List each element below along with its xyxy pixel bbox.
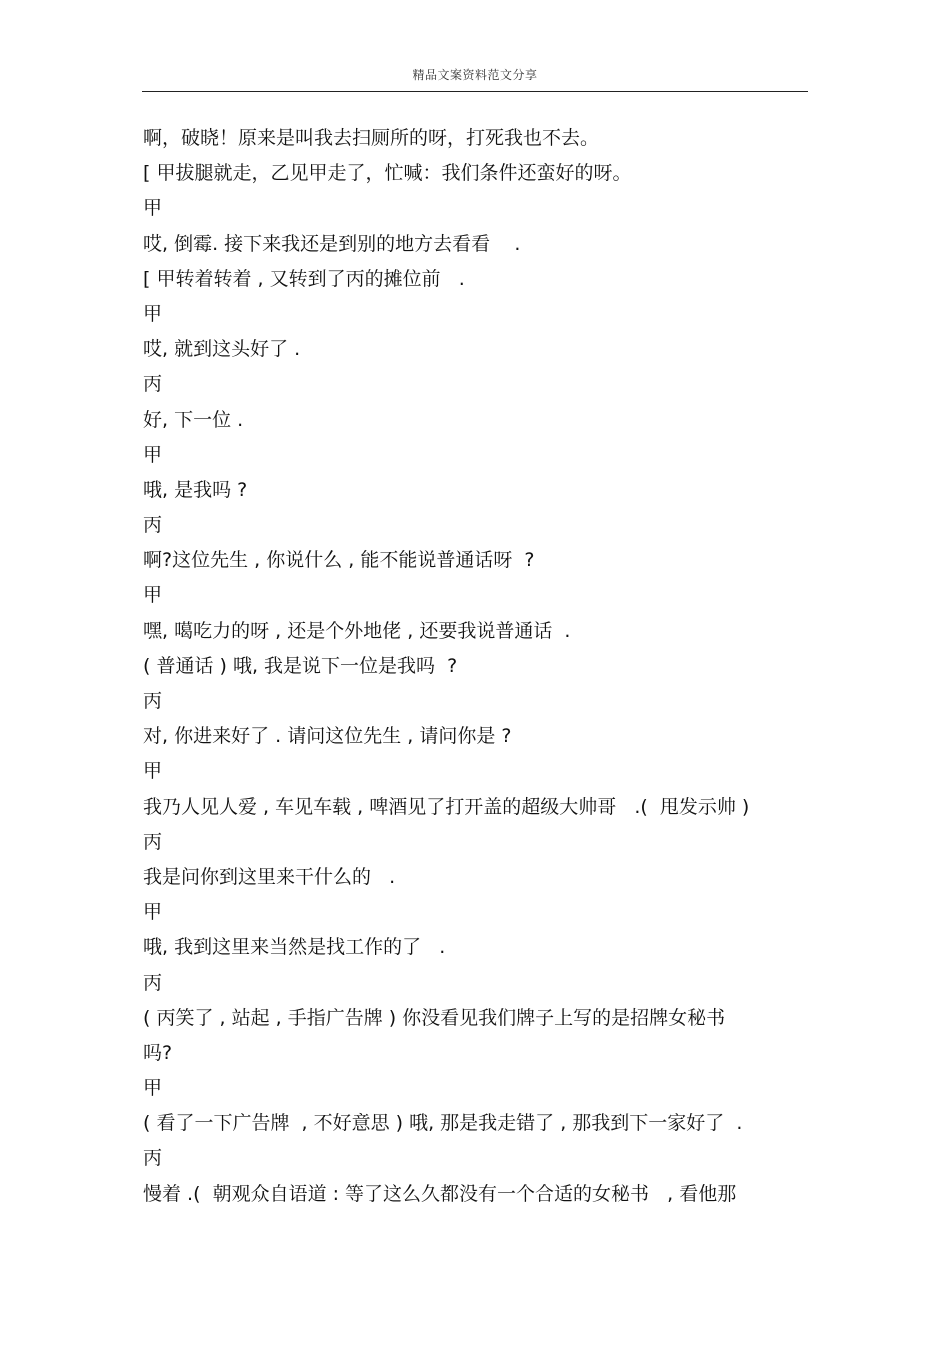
dialogue-line: 吗? (143, 1041, 173, 1064)
dialogue-line: ( 看了一下广告牌 , 不好意思 ) 哦, 那是我走错了 , 那我到下一家好了 . (143, 1112, 743, 1135)
dialogue-line: 我是问你到这里来干什么的 . (143, 865, 396, 888)
speaker-name: 丙 (143, 971, 163, 994)
page-header: 精品文案资料范文分享 (412, 68, 538, 82)
speaker-name: 丙 (143, 514, 163, 537)
stage-direction-line: [ 甲拔腿就走，乙见甲走了，忙喊：我们条件还蛮好的呀。 (143, 162, 632, 185)
dialogue-line: 哦, 是我吗 ? (143, 478, 248, 501)
speaker-name: 丙 (143, 1147, 163, 1170)
dialogue-line: 啊?这位先生 , 你说什么 , 能不能说普通话呀 ? (143, 549, 535, 572)
speaker-name: 甲 (143, 197, 163, 220)
text-line: 啊，破晓！原来是叫我去扫厕所的呀，打死我也不去。 (143, 127, 600, 149)
speaker-name: 甲 (143, 760, 163, 783)
dialogue-line: 哎, 就到这头好了 . (143, 338, 301, 361)
dialogue-line: ( 丙笑了 , 站起 , 手指广告牌 ) 你没看见我们牌子上写的是招牌女秘书 (143, 1006, 726, 1029)
speaker-name: 甲 (143, 302, 163, 325)
header-divider (142, 91, 808, 92)
speaker-name: 甲 (143, 584, 163, 607)
dialogue-line: 我乃人见人爱 , 车见车载 , 啤酒见了打开盖的超级大帅哥 .( 甩发示帅 ) (143, 795, 750, 818)
dialogue-line: 哎, 倒霉. 接下来我还是到别的地方去看看 . (143, 232, 521, 255)
dialogue-line: ( 普通话 ) 哦, 我是说下一位是我吗 ? (143, 654, 458, 677)
dialogue-line: 嘿, 噶吃力的呀 , 还是个外地佬 , 还要我说普通话 . (143, 619, 571, 642)
stage-direction-line: [ 甲转着转着 , 又转到了丙的摊位前 . (143, 267, 465, 290)
dialogue-line: 对, 你进来好了 . 请问这位先生 , 请问你是 ? (143, 725, 512, 748)
speaker-name: 丙 (143, 830, 163, 853)
speaker-name: 甲 (143, 1077, 163, 1100)
dialogue-line: 慢着 .( 朝观众自语道 : 等了这么久都没有一个合适的女秘书 , 看他那 (143, 1182, 737, 1205)
speaker-name: 甲 (143, 901, 163, 924)
speaker-name: 丙 (143, 690, 163, 712)
speaker-name: 丙 (143, 373, 163, 396)
script-body (143, 121, 808, 1212)
speaker-name: 甲 (143, 443, 163, 466)
dialogue-line: 哦, 我到这里来当然是找工作的了 . (143, 936, 446, 959)
dialogue-line: 好, 下一位 . (143, 408, 244, 431)
